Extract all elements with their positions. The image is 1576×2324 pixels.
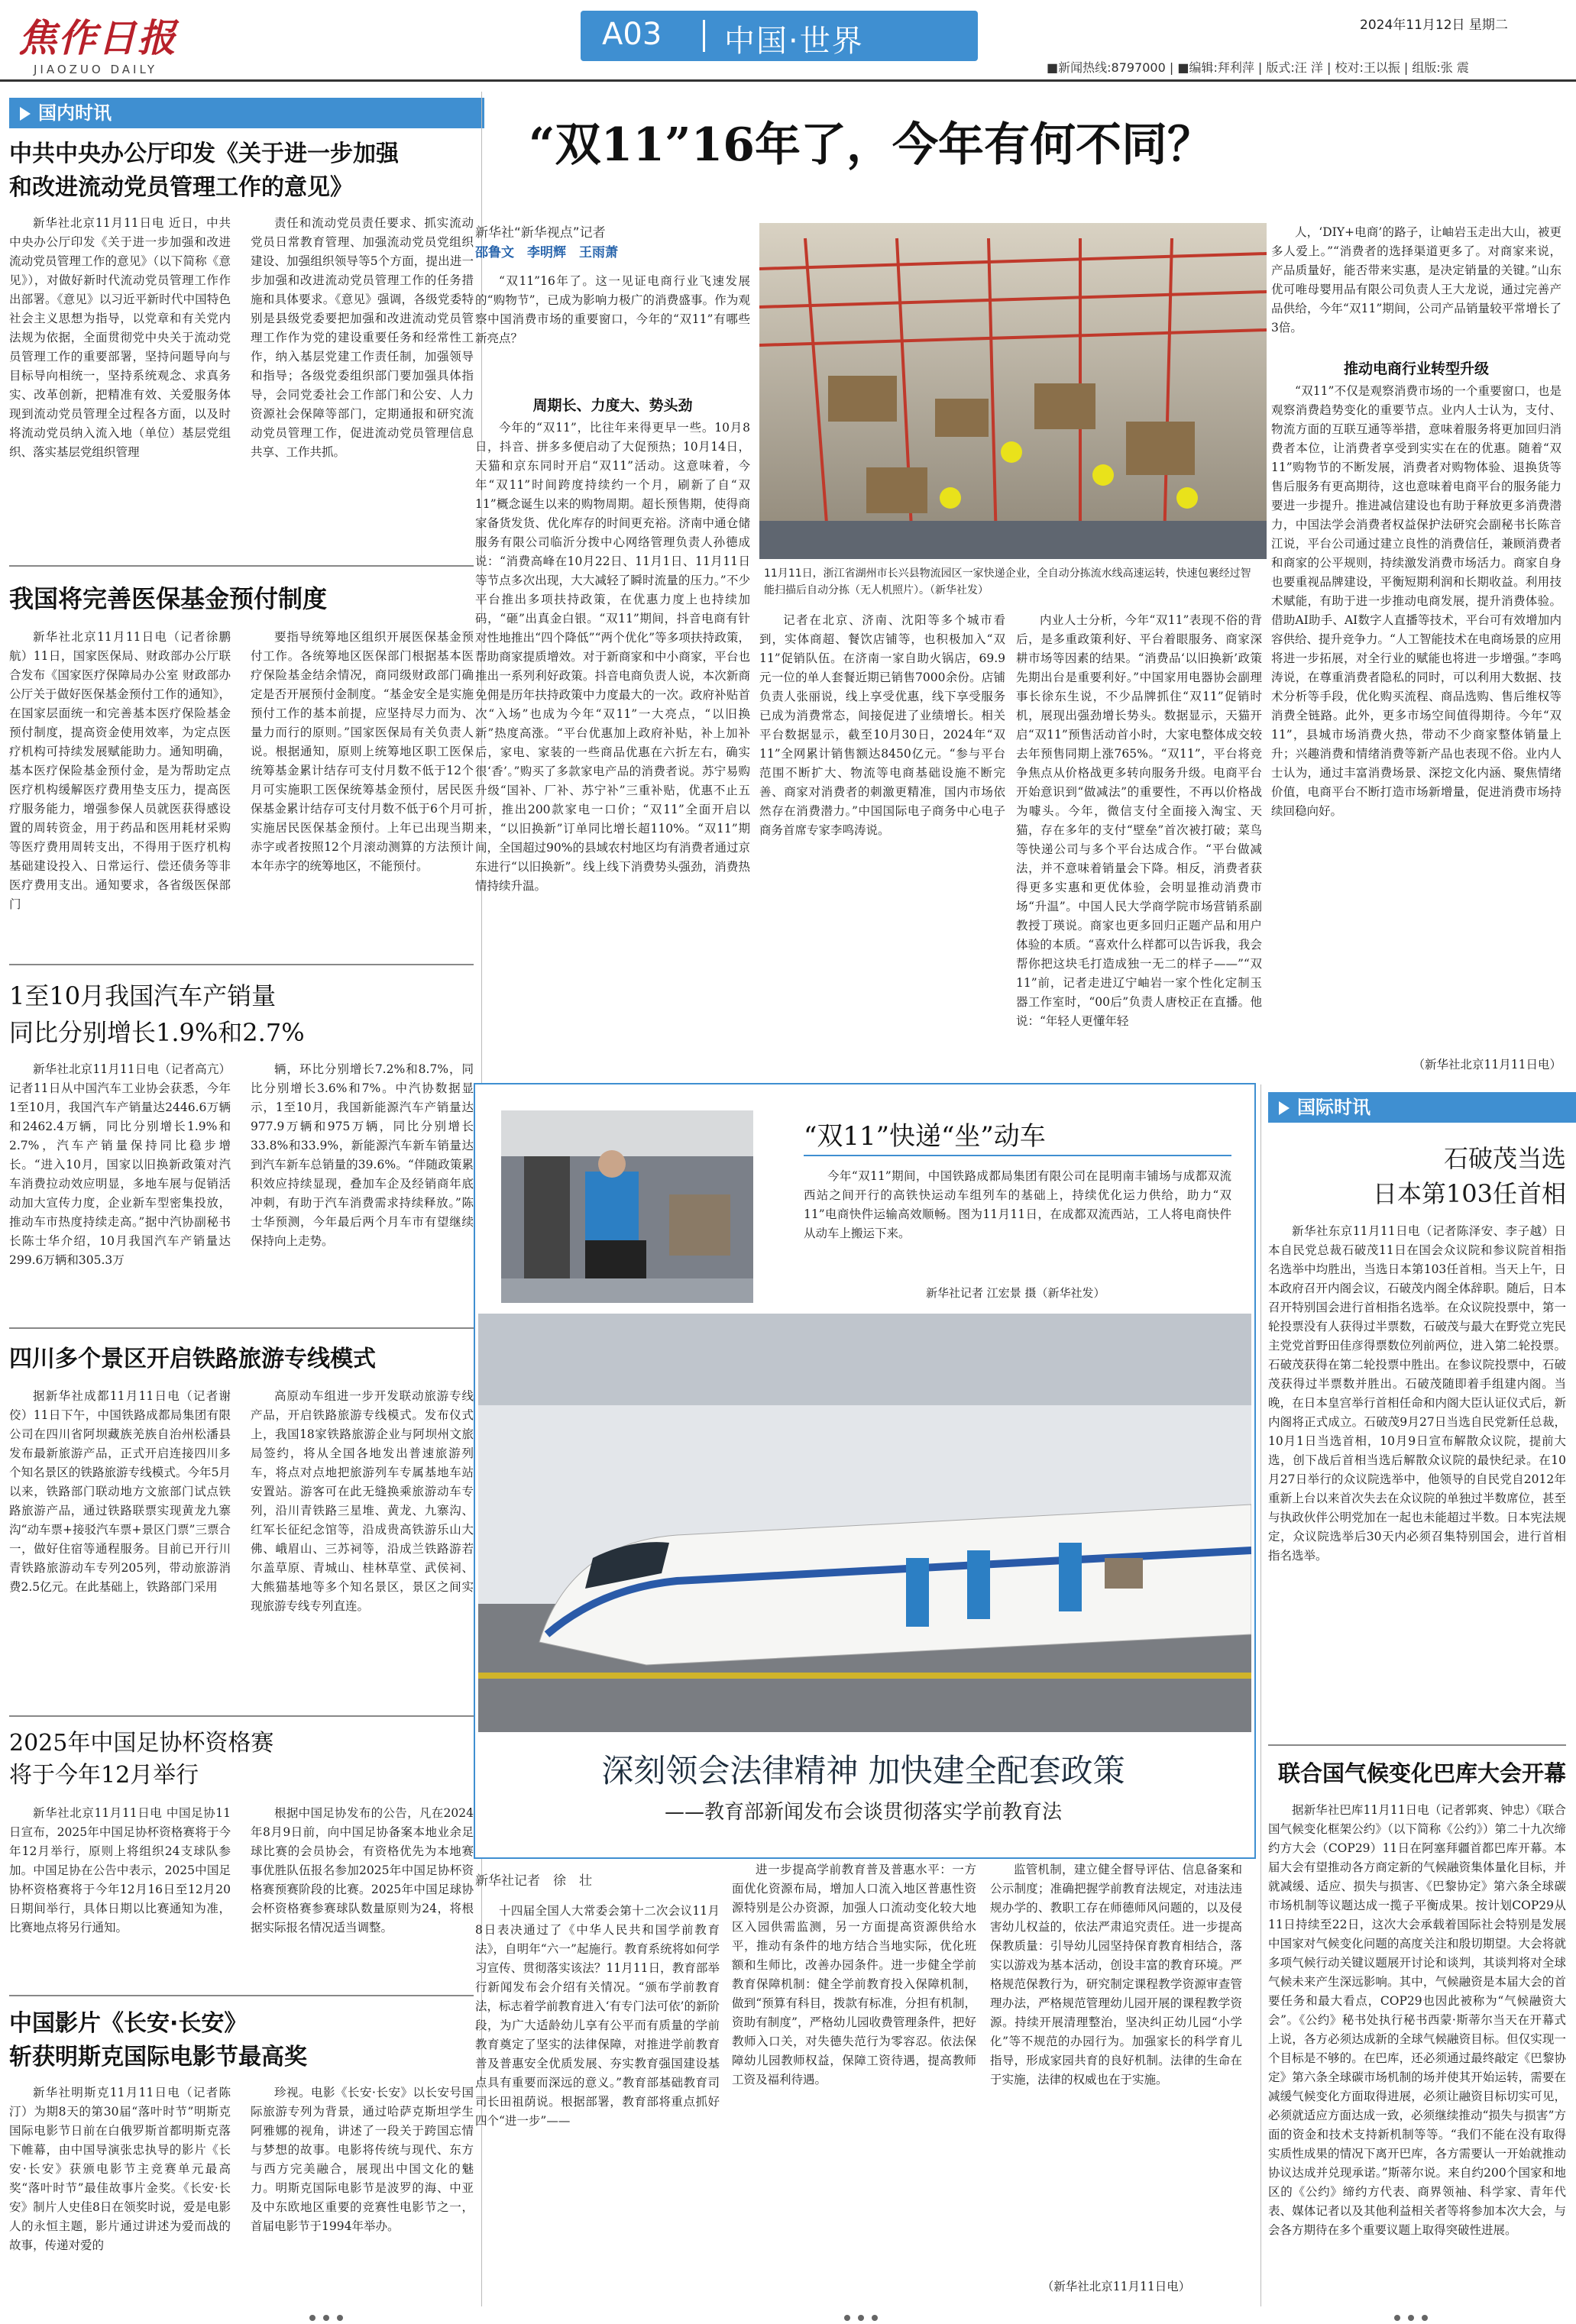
article-body: 根据中国足协发布的公告，凡在2024年8月9日前，向中国足协备案本地业余足球比赛的会员协会，有资格优先为本地赛事优胜队伍报名参加2025年中国足协杯资格赛预赛阶段的比赛。2025年中国足球协会杯资格赛参赛球队数量原则为24，将根据实际报名情况适当调整。 [251,1806,474,1935]
edu-headline: 深刻领会法律精神 加快建全配套政策 [601,1752,1125,1789]
article-party-members [9,137,474,459]
article-title: 和改进流动党员管理工作的意见》 [9,174,353,201]
article-body: 监管机制，建立健全督导评估、信息备案和公示制度；准确把握学前教育法规定，对违法违规办学的、教职工存在师德师风问题的，以及侵害幼儿权益的，依法严肃追究责任。进一步提高保教质量：引导幼儿园坚持保育教育相结合，落实以游戏为基本活动，创设丰富的教育环境。严格规范保教行为，研究制定课程教学资源审查管理办法，严格规范管理幼儿园开展的课程教学资源。持续开展清理整治，坚决纠正幼儿园“小学化”等不规范的办园行为。加强家长的科学育儿指导，形成家园共育的良好机制。法律的生命在于实施，法律的权威也在于实施。 [990,1863,1242,2086]
article-title: 我国将完善医保基金预付制度 [9,584,328,613]
article-fa-cup [9,1728,474,1935]
article-japan-pm [1268,1141,1566,1772]
article-body: 高原动车组进一步开发联动旅游专线产品，开启铁路旅游专线模式。发布仪式上，我国18家铁路旅游企业与阿坝州文旅局签约，将从全国各地发出普速旅游列车，将点对点地把旅游列车专属基地车站安置站。游客可在此无缝换乘旅游动车专列，沿川青铁路三星堆、黄龙、九寨沟、红军长征纪念馆等，沿成贵高铁游乐山大佛、峨眉山、三苏祠等，沿成兰铁路游若尔盖草原、青城山、桂林草堂、武侯祠、大熊猫基地等多个知名景区，景区之间实现旅游专线专列直连。 [251,1389,474,1613]
article-body: 新华社北京11月11日电 近日，中共中央办公厅印发《关于进一步加强和改进流动党员管理工作的意见》（以下简称《意见》），对做好新时代流动党员管理工作作出部署。《意见》以习近平新时代中国特色社会主义思想为指导，以党章和有关党内法规为依据，全面贯彻党中央关于流动党员管理工作的重要部署，坚持问题导向与目标导向相统一，坚持系统观念、求真务实、改革创新，把精准有效、关爱服务体现到流动党员管理全过程各方面，以及时将流动党员纳入流入地（单位）基层党组织、落实基层党组织管理 [9,216,231,459]
byline: 新华社“新华视点”记者 邵鲁文 李明辉 王雨萧 [475,225,618,260]
page-number: A03 [602,17,662,52]
train-photo-credit: 新华社记者 江宏景 摄（新华社发） [926,1286,1105,1300]
logistics-photo [759,223,1267,559]
arrow-icon [1279,1101,1290,1115]
main-headline: “双11”16年了，今年有何不同？ [528,118,1213,172]
train-story-text: 今年“双11”期间，中国铁路成都局集团有限公司在昆明南丰铺场与成都双流西站之间开行的高铁快运动车组列车的基础上，持续优化运力供给，助力“双11”电商快件运输高效顺畅。图为11月11日，在成都双流西站，工人将电商快件从动车上搬运下来。 [804,1169,1231,1240]
bullet-train-photo [478,1314,1251,1732]
article-body: 新华社北京11月11日电（记者徐鹏航）11日，国家医保局、财政部办公厅联合发布《国家医疗保障局办公室 财政部办公厅关于做好医保基金预付工作的通知》，在国家层面统一和完善基本医疗保险基金预付制度，提高资金使用效率，为定点医疗机构可持续发展赋能助力。通知明确，基本医疗保险基金预付金，是为帮助定点医疗机构缓解医疗费用垫支压力，提高医疗服务能力，增强参保人员就医获得感设置的周转资金，用于药品和医用耗材采购等医疗费用周转支出，不得用于医疗机构基础建设投入、日常运行、偿还债务等非医疗费用支出。通知要求，各省级医保部门 [9,630,231,911]
newspaper-logo: 焦作日报 JIAOZUO DAILY [18,15,177,76]
article-body: 新华社北京11月11日电（记者高亢）记者11日从中国汽车工业协会获悉，今年1至10月，我国汽车产销量达2446.6万辆和2462.4万辆，同比分别增长1.9%和2.7%，汽车产销量保持同比稳步增长。“进入10月，国家以旧换新政策对汽车消费拉动效应明显，多地车展与促销活动加大宣传力度，企业新车型密集投放，推动车市热度持续走高。”据中汽协副秘书长陈士华介绍，10月我国汽车产销量达299.6万辆和305.3万 [9,1062,231,1267]
article-body: 今年的“双11”，比往年来得更早一些。10月8日，抖音、拼多多便启动了大促预热；10月14日，天猫和京东同时开启“双11”活动。这意味着，今年“双11”时间跨度持续约一个月，刷新了自“双11”概念诞生以来的购物周期。超长预售期，使得商家备货发货、优化库存的时间更充裕。济南中通仓储服务有限公司临沂分拨中心网络管理负责人孙德成说：“消费高峰在10月22日、11月1日、11月11日等节点多次出现，大大减轻了瞬时流量的压力。”不少平台推出多项扶持政策，在优惠力度上也持续加码，“砸”出真金白银。“双11”期间，抖音电商有针对性地推出“四个降低”“两个优化”等多项扶持政策，帮助商家提质增效。对于新商家和中小商家，平台也推出一系列利好政策。抖音电商负责人说，本次新商免佣是历年扶持政策中力度最大的一次。政府补贴首次“入场”也成为今年“双11”一大亮点，“以旧换新”热度高涨。“平台优惠加上政府补贴，补上加补后，家电、家装的一些商品优惠在六折左右，确实很‘香’。”购买了多款家电产品的消费者说。苏宁易购升级“国补、厂补、苏宁补”三重补贴，优惠不止五折，推出200款家电一口价；“双11”全面开启以来，“以旧换新”订单同比增长超110%。“双11”期间，全国超过90%的县域农村地区均有消费者通过京东进行“以旧换新”。线上线下消费势头强劲，消费热情持续升温。 [475,421,750,893]
article-film-award [9,2007,474,2252]
article-body: 新华社北京11月11日电 中国足协11日宣布，2025年中国足协杯资格赛将于今年12月举行，原则上将组织24支球队参加。中国足协在公告中表示，2025中国足协杯资格赛将于今年12月16日至12月20日期间举行，具体日期以比赛通知为准，比赛地点将另行通知。 [9,1806,231,1935]
issue-date: 2024年11月12日 星期二 [1360,18,1508,33]
article-body: 要指导统筹地区组织开展医保基金预付工作。各统筹地区医保部门根据基本医疗保险基金结余情况，商同级财政部门确定是否开展预付金制度。“基金安全是实施预付工作的基本前提，应坚持尽力而为、量力而行的原则。”国家医保局有关负责人说。根据通知，原则上统筹地区职工医保统筹基金累计结存可支付月数不低于12个月可实施职工医保统筹基金预付，居民医保基金累计结存可支付月数不低于6个月可实施居民医保基金预付。上年已出现当期赤字或者按照12个月滚动测算的方法预计本年赤字的统筹地区，不能预付。 [251,630,474,873]
page-number-banner [581,11,978,61]
section-bar-international: 国际时讯 [1268,1092,1576,1123]
subhead: 推动电商行业转型升级 [1343,360,1489,377]
article-body: 责任和流动党员责任要求、抓实流动党员日常教育管理、加强流动党员党组织建设、加强组织领导等5个方面，提出进一步加强和改进流动党员管理工作的任务措施和具体要求。《意见》强调，各级党委特别是县级党委要把加强和改进流动党员管理工作作为党的建设重要任务和经常性工作，纳入基层党建工作责任制，加强领导和指导；各级党委组织部门要加强具体指导，会同党委社会工作部门和公安、人力资源社会保障等部门，定期通报和研究流动党员管理工作，促进流动党员管理信息共享、工作共抓。 [251,216,474,459]
article-sichuan-rail [9,1343,474,1613]
article-title: 2025年中国足协杯资格赛 [9,1730,274,1757]
article-title: 日本第103任首相 [1372,1179,1566,1208]
article-cop29 [1268,1757,1566,2320]
train-worker-photo [501,1110,753,1303]
article-body: 据新华社巴库11月11日电（记者郭爽、钟忠）《联合国气候变化框架公约》（以下简称《公约》）第二十九次缔约方大会（COP29）11日在阿塞拜疆首都巴库开幕。本届大会有望推动各方商定新的气候融资集体量化目标，并就减缓、适应、损失与损害、《巴黎协定》第六条全球碳市场机制等议题达成一揽子平衡成果。按计划COP29从11日持续至22日，这次大会承载着国际社会特别是发展中国家对气候变化问题的高度关注和殷切期望。大会将就多项气候行动关键议题展开讨论和谈判，其谈判将对全球气候未来产生深远影响。其中，气候融资是本届大会的首要任务和最大看点，COP29也因此被称为“气候融资大会”。《公约》秘书处执行秘书西蒙·斯蒂尔当天在开幕式上说，各方必须达成新的全球气候融资目标。但仅实现一个目标是不够的。在巴库，还必须通过最终敲定《巴黎协定》第六条全球碳市场机制的场并使其开始运转，需要在减缓气候变化方面取得进展，必须让融资目标切实可见，必须就适应方面达成一致，必须继续推动“损失与损害”方面的资金和技术支持新机制等等。“我们不能在没有取得实质性成果的情况下离开巴库，各方需要认一开始就推动协议达成并兑现承诺。”斯蒂尔说。来自约200个国家和地区的《公约》缔约方代表、商界领袖、科学家、青年代表、媒体记者以及其他利益相关者等将参加本次大会，与会各方期待在多个重要议题上取得突破性进展。 [1268,1803,1566,2237]
article-body: 据新华社成都11月11日电（记者谢佼）11日下午，中国铁路成都局集团有限公司在四川省阿坝藏族羌族自治州松潘县发布最新旅游产品，正式开启连接四川多个知名景区的铁路旅游专线模式。今年5月以来，铁路部门联动地方文旅部门试点铁路旅游产品，通过铁路联票实现黄龙九寨沟“动车票+接驳汽车票+景区门票”三票合一，做好住宿等通程服务。目前已开行川青铁路旅游动车专列205列，带动旅游消费2.5亿元。在此基础上，铁路部门采用 [9,1389,231,1594]
staff-line: ■新闻热线:8797000 | ■编辑:拜利萍 | 版式:汪 洋 | 校对:王以振 | 组版:张 震 [1047,60,1469,75]
article-title: 联合国气候变化巴库大会开幕 [1277,1760,1566,1786]
edu-byline: 新华社记者 徐 壮 [475,1873,592,1889]
edu-subheadline: ——教育部新闻发布会谈贯彻落实学前教育法 [664,1801,1062,1824]
article-body: 记者在北京、济南、沈阳等多个城市看到，实体商超、餐饮店铺等，也积极加入“双11”促销队伍。在济南一家自助火锅店，69.9元一位的单人套餐近期已销售7000余份。店铺负责人张丽说，线上享受优惠，线下享受服务已成为消费常态，间接促进了业绩增长。相关平台数据显示，截至10月30日，2024年“双11”全网累计销售额达8450亿元。“参与平台范围不断扩大、物流等电商基础设施不断完善、商家对消费者的刺激更精准，国内市场依然存在消费潜力。”中国国际电子商务中心电子商务首席专家李鸣涛说。 [759,613,1005,837]
sorting-line-image [759,223,1267,559]
lead-paragraph: “双11”16年了。这一见证电商行业飞速发展的“购物节”，已成为影响力极广的消费盛事。作为观察中国消费市场的重要窗口，今年的“双11”有哪些新亮点？ [475,274,750,345]
article-body: 辆，环比分别增长7.2%和8.7%，同比分别增长3.6%和7%。中汽协数据显示，1至10月，我国新能源汽车产销量达977.9万辆和975万辆，同比分别增长33.8%和33.9%，新能源汽车新车销量达到汽车新车总销量的39.6%。“伴随政策累积效应持续显现，叠加车企及经销商年底冲刺，有助于汽车消费需求持续释放。”陈士华预测，今年最后两个月车市有望继续保持向上走势。 [251,1062,474,1248]
article-title: 中国影片《长安·长安》 [9,2010,248,2037]
page-nav-dots[interactable] [306,2309,347,2324]
article-body: 进一步提高学前教育普及普惠水平：一方面优化资源布局，增加人口流入地区普惠性资源特别是公办资源，加强人口流动变化较大地区入园供需监测，另一方面提高资源供给水平，推动有条件的地方结合当地实际，优化班额和生师比，改善办园条件。进一步健全学前教育保障机制：健全学前教育投入保障机制，做到“预算有科目，拨款有标准，分担有机制，资助有制度”，严格幼儿园收费管理条件，把好教师入口关，对失德失范行为零容忍。依法保障幼儿园教师权益，保障工资待遇，提高教师工资及福利待遇。 [732,1863,976,2086]
article-body: “双11”不仅是观察消费市场的一个重要窗口，也是观察消费趋势变化的重要节点。业内人士认为，支付、物流方面的互联互通等举措，意味着服务将更加回归消费者本位，让消费者享受到实实在在的优惠。随着“双11”购物节的不断发展，消费者对购物体验、退换货等售后服务有更高期待，这也意味着电商平台的服务能力要进一步提升。推进减信建设也有助于释放更多消费潜力，中国法学会消费者权益保护法研究会副秘书长陈音江说，平台公司通过建立良性的消费信任，兼顾消费者和商家的公平规则，持续激发消费市场活力。商家自身也要重视品牌建设，平衡短期利润和长期收益。利用技术赋能，有助于进一步推动电商发展，提升消费体验。借助AI助手、AI数字人直播等技术，平台可有效增加内容供给、提升竞争力。“人工智能技术在电商场景的应用将进一步拓展，对全行业的赋能也将进一步增强。”李鸣涛说，在尊重消费者隐私的同时，可以利用大数据、技术分析等手段，优化购买流程、商品选购、售后维权等消费全链路。此外，更多市场空间值得期待。今年“双11”，县城市场消费火热，带动不少商家整体销量上升；兴趣消费和情绪消费等新产品也表现不俗。业内人士认为，通过丰富消费场景、深挖文化内涵、聚焦情绪价值，电商平台不断打造市场新增量，促进消费市场持续回稳向好。 [1271,384,1561,818]
article-title: 中共中央办公厅印发《关于进一步加强 [9,141,399,167]
article-credit: （新华社北京11月11日电） [1041,2280,1191,2293]
train-story-title: “双11”快递“坐”动车 [804,1121,1046,1152]
article-title: 同比分别增长1.9%和2.7% [9,1018,305,1047]
article-body: 新华社明斯克11月11日电（记者陈汀）为期8天的第30届“落叶时节”明斯克国际电影节日前在白俄罗斯首都明斯克落下帷幕，由中国导演张忠执导的影片《长安·长安》获颁电影节主竞赛单元最高奖“落叶时节”最佳故事片金奖。《长安·长安》制片人史佳8日在领奖时说，爱是电影人的永恒主题，影片通过讲述为爱而战的故事，传递对爱的 [9,2086,231,2252]
article-credit: （新华社北京11月11日电） [1413,1058,1561,1071]
photo-caption: 11月11日，浙江省湖州市长兴县物流园区一家快递企业，全自动分拣流水线高速运转，快速包裹经过智能扫描后自动分拣（无人机照片）。（新华社发） [764,567,1251,596]
section-title: 中国·世界 [724,24,864,59]
article-body: 人，‘DIY+电商’的路子，让岫岩玉走出大山，被更多人爱上。”“消费者的选择渠道更多了。对商家来说，产品质量好，能否带来实惠，是决定销量的关键。”山东优可唯母婴用品有限公司负责人王大龙说，通过完善产品供给，今年“双11”期间，公司产品销量较平常增长了3倍。 [1271,225,1561,335]
page-nav-dots[interactable] [1390,2309,1432,2324]
article-title: 将于今年12月举行 [9,1762,199,1789]
subhead: 周期长、力度大、势头劲 [532,397,693,414]
article-body: 十四届全国人大常委会第十二次会议11月8日表决通过了《中华人民共和国学前教育法》，自明年“六一”起施行。教育系统将如何学习宣传、贯彻落实该法？11月11日，教育部举行新闻发布会介绍有关情况。“颁布学前教育法，标志着学前教育进入‘有专门法可依’的新阶段，为广大适龄幼儿享有公平而有质量的学前教育奠定了坚实的法律保障，对推进学前教育普及普惠安全优质发展、夯实教育强国建设基点具有重要而深远的意义。”教育部基础教育司司长田祖荫说。根据部署，教育部将重点抓好四个“进一步”—— [475,1904,720,2128]
train-photo-box [474,1083,1256,1859]
article-body: 新华社东京11月11日电（记者陈泽安、李子越）日本自民党总裁石破茂11日在国会众议院和参议院首相指名选举中均胜出，当选日本第103任首相。当天上午，日本政府召开内阁会议，石破茂内阁全体辞职。随后，日本召开特别国会进行首相指名选举。在众议院投票中，第一轮投票没有人获得过半票数，石破茂与最大在野党立宪民主党党首野田佳彦得票数位列前两位，进入第二轮投票。石破茂获得在第二轮投票中胜出。在参议院投票中，石破茂获得过半票数并胜出。石破茂随即着手组建内阁。当晚，在日本皇宫举行首相任命和内阁大臣认证仪式后，新内阁将正式成立。石破茂9月27日当选自民党新任总裁，10月1日当选首相，10月9日宣布解散众议院，提前大选，创下战后首相当选后解散众议院的最快纪录。在10月27日举行的众议院选举中，他领导的自民党自2012年重新上台以来首次失去在众议院的单独过半数席位，甚至与执政伙伴公明党加在一起也未能超过半数。日本宪法规定，众议院选举后30天内必须召集特别国会，进行首相指名选举。 [1268,1224,1566,1563]
article-body: 珍视。电影《长安·长安》以长安号国际旅游专列为背景，通过哈萨克斯坦学生阿雅娜的视角，讲述了一段关于跨国忘情与梦想的故事。电影将传统与现代、东方与西方完美融合，展现出中国文化的魅力。明斯克国际电影节是波罗的海、中亚及中东欧地区重要的竞赛性电影节之一，首届电影节于1994年举办。 [251,2086,474,2233]
article-body: 内业人士分析，今年“双11”表现不俗的背后，是多重政策利好、平台着眼服务、商家深耕市场等因素的结果。“消费品‘以旧换新’政策先期出台是重要利好。”中国家用电器协会副理事长徐东生说，不少品牌抓住“双11”促销时机，展现出强劲增长势头。数据显示，天猫开启“双11”预售活动首小时，大家电整体成交较去年预售同期上涨765%。“双11”，平台将竞争焦点从价格战更多转向服务升级。电商平台开始意识到“做减法”的重要性，不再以价格战为噱头。今年，微信支付全面接入淘宝、天猫，存在多年的支付“壁垒”首次被打破；菜鸟等快递公司与多个平台达成合作。“平台做减法，并不意味着销量会下降。相反，消费者获得更多实惠和更优体验，会明显推动消费市场“升温”。中国人民大学商学院市场营销系副教授丁瑛说。商家也更多回归正题产品和用户体验的本质。“喜欢什么样都可以告诉我，我会帮你把这块毛打造成独一无二的样子——”“双11”前，记者走进辽宁岫岩一家个性化定制玉器工作室时，“00后”负责人唐校正在直播。他说：“年轻人更懂年轻 [1016,613,1262,1028]
article-title: 石破茂当选 [1443,1144,1566,1173]
article-medical-insurance [9,582,474,911]
article-auto-sales [9,978,474,1267]
article-title: 斩获明斯克国际电影节最高奖 [9,2044,307,2070]
article-title: 四川多个景区开启铁路旅游专线模式 [9,1346,376,1372]
article-title: 1至10月我国汽车产销量 [9,981,277,1010]
page-nav-dots[interactable] [840,2309,882,2324]
arrow-icon [20,107,31,121]
masthead [0,0,1576,84]
section-bar-domestic: 国内时讯 [9,98,484,128]
